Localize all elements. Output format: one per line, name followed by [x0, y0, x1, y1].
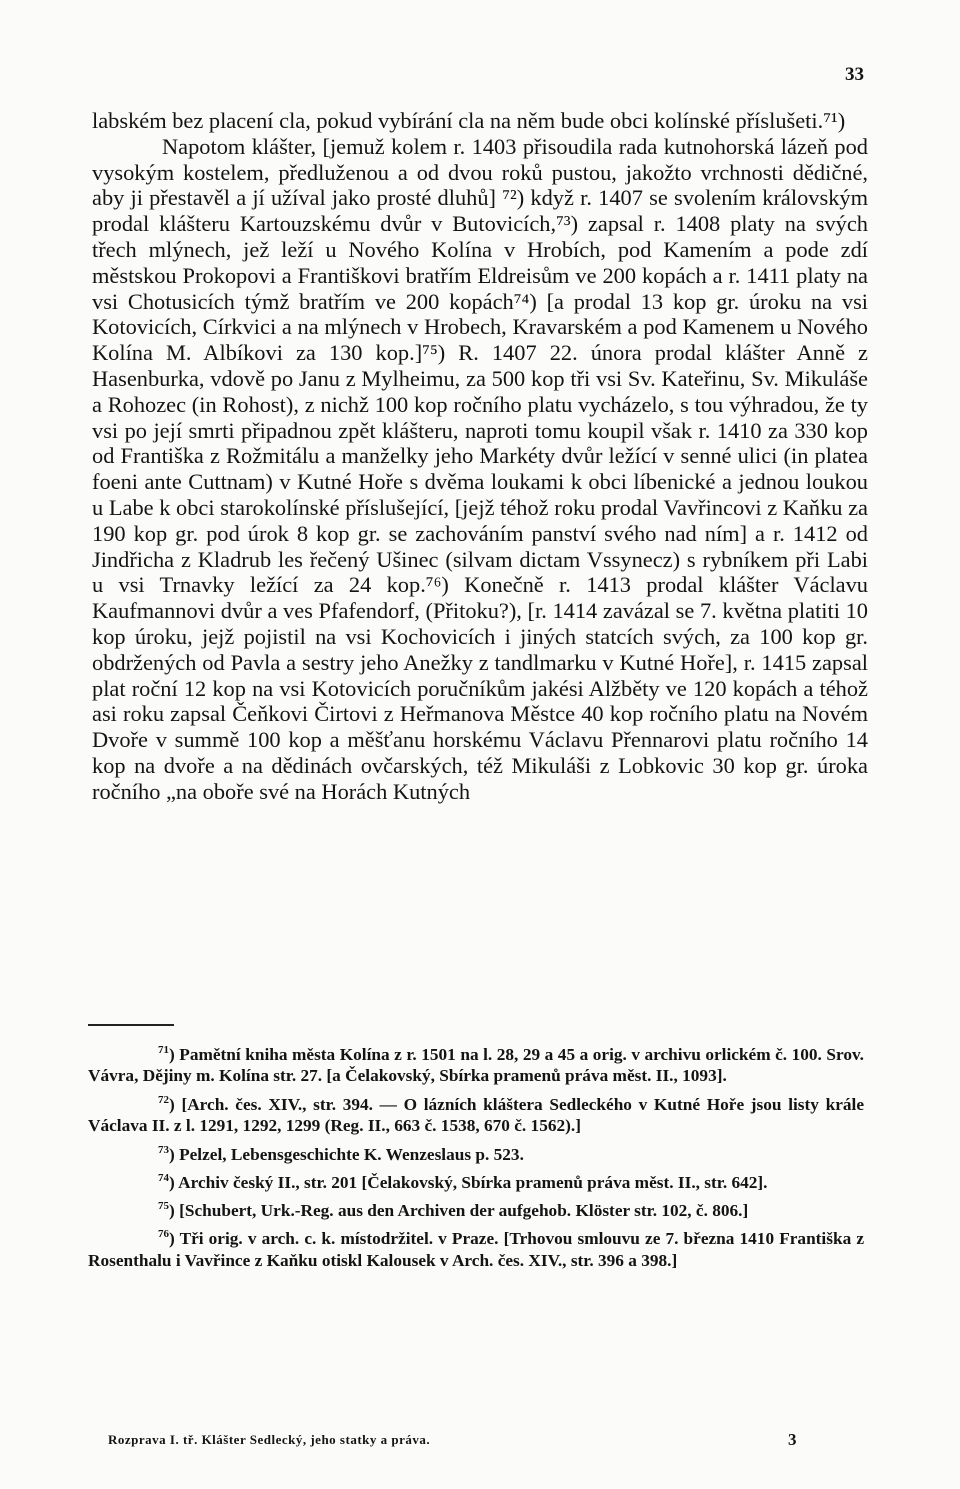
main-text	[92, 108, 868, 805]
footnote-mark: 73	[158, 1143, 169, 1156]
footnote-text: Tři orig. v arch. c. k. místodržitel. v Praze. [Trhovou smlouvu ze 7. března 1410 Františka z Rosenthalu i Vavřince z Kaňku otiskl Kalousek v Arch. čes. XIV., str. 396 a 398.]	[88, 1229, 864, 1270]
footnote-divider	[88, 1024, 174, 1026]
footnote: $^{71}$) Pamětní kniha města Kolína z r. 1501 na l. 28, 29 a 45 a orig. v archivu orlickém č. 100. Srov. Vávra, Dějiny m. Kolína str. 27. [a Čelakovský, Sbírka pramenů práva měst. II., 1093].	[88, 1044, 864, 1086]
footnote-text: Pamětní kniha města Kolína z r. 1501 na l. 28, 29 a 45 a orig. v archivu orlickém č. 100. Srov. Vávra, Dějiny m. Kolína str. 27. [a Čelakovský, Sbírka pramenů práva měst. II., 1093].	[88, 1044, 864, 1086]
footnote: $^{72}$) [Arch. čes. XIV., str. 394. — O lázních kláštera Sedleckého v Kutné Hoře jsou listy krále Václava II. z l. 1291, 1292, 1299 (Reg. II., 663 č. 1538, 670 č. 1562).]	[88, 1093, 865, 1136]
paragraph: Napotom klášter, [jemuž kolem r. 1403 přisoudila rada kutnohorská lázeň pod vysokým kostelem, předluženou a od dvou roků pustou, jakožto vrchnosti dědičné, aby ji přestavěl a jí užíval jako prosté dluhů] ⁷²) když r. 1407 se svolením královským prodal klášteru Kartouzskému dvůr v Butovicích,⁷³) zapsal r. 1408 platy na svých třech mlýnech, jež leží u Nového Kolína v Hrobích, pod Kamením a pode zdí městskou Prokopovi a Františkovi bratřím Eldreisům ve 200 kopách a r. 1411 platy na vsi Chotusicích týmž bratřím ve 200 kopách⁷⁴) [a prodal 13 kop gr. úroku na vsi Kotovicích, Církvici a na mlýnech v Hrobech, Kravarském a pod Kamenem u Nového Kolína M. Albíkovi za 130 kop.]⁷⁵) R. 1407 22. února prodal klášter Anně z Hasenburka, vdově po Janu z Mylheimu, za 500 kop tři vsi Sv. Kateřinu, Sv. Mikuláše a Rohozec (in Rohost), z nichž 100 kop ročního platu vycházelo, s tou výhradou, že ty vsi po její smrti připadnou zpět klášteru, naproti tomu koupil však r. 1410 za 330 kop od Františka z Rožmitálu a manželky jeho Markéty dvůr ležící v senné ulici (in platea foeni ante Cuttnam) v Kutné Hoře s dvěma loukami k obci líbenické a jednou loukou u Labe k obci starokolínské příslušející, [jejž téhož roku prodal Vavřincovi z Kaňku za 190 kop gr. pod úrok 8 kop gr. se zachováním panství svého nad ním] a r. 1412 od Jindřicha z Kladrub les řečený Ušinec (silvam dictam Vssynecz) s rybníkem při Labi u vsi Trnavky ležící za 24 kop.⁷⁶) Konečně r. 1413 prodal klášter Václavu Kaufmannovi dvůr a ves Pfafendorf, (Přitoku?), [r. 1414 zavázal se 7. května platiti 10 kop úroku, jejž pojistil na vsi Kochovicích i jiných statcích svých, za 100 kop gr. obdržených od Pavla a sestry jeho Anežky z tandlmarku v Kutné Hoře], r. 1415 zapsal plat roční 12 kop na vsi Kotovicích poručníkům jakési Alžběty ve 120 kopách a téhož asi roku zapsal Čeňkovi Čirtovi z Heřmanova Městce 40 kop ročního platu na Novém Dvoře v summě 100 kop a měšťanu horskému Václavu Přennarovi platu ročního 14 kop na dvoře a na dědinách ovčarských, též Mikuláši z Lobkovic 30 kop gr. úroka ročního „na oboře své na Horách Kutných	[92, 133, 868, 804]
footnote: $^{75}$) [Schubert, Urk.-Reg. aus den Archiven der aufgehob. Klöster str. 102, č. 806.]	[158, 1200, 749, 1220]
footnote-mark: 72	[158, 1093, 169, 1106]
paragraph: labském bez placení cla, pokud vybírání cla na něm bude obci kolínské příslušeti.⁷¹)	[92, 108, 846, 133]
footnote-text: [Schubert, Urk.-Reg. aus den Archiven der aufgehob. Klöster str. 102, č. 806.]	[179, 1200, 749, 1220]
footnotes	[88, 1040, 864, 1274]
page-number: 33	[845, 64, 864, 85]
footnote-text: [Arch. čes. XIV., str. 394. — O lázních kláštera Sedleckého v Kutné Hoře jsou listy krále Václava II. z l. 1291, 1292, 1299 (Reg. II., 663 č. 1538, 670 č. 1562).]	[88, 1094, 865, 1136]
page-footer	[108, 1432, 808, 1448]
running-footer: Rozprava I. tř. Klášter Sedlecký, jeho statky a práva.	[108, 1432, 431, 1447]
footnote-text: Archiv český II., str. 201 [Čelakovský, Sbírka pramenů práva měst. II., str. 642].	[178, 1172, 768, 1192]
footnote-text: Pelzel, Lebensgeschichte K. Wenzeslaus p. 523.	[179, 1144, 524, 1164]
footnote: $^{76}$) Tři orig. v arch. c. k. místodržitel. v Praze. [Trhovou smlouvu ze 7. března 1410 Františka z Rosenthalu i Vavřince z Kaňku otiskl Kalousek v Arch. čes. XIV., str. 396 a 398.]	[88, 1228, 864, 1270]
footnote-mark: 75	[158, 1200, 169, 1213]
footnote-mark: 74	[158, 1171, 169, 1184]
footnote-mark: 76	[158, 1228, 169, 1241]
footnote: $^{74}$) Archiv český II., str. 201 [Čelakovský, Sbírka pramenů práva měst. II., str. 642].	[158, 1171, 768, 1192]
footnote-mark: 71	[158, 1044, 169, 1056]
signature-mark: 3	[788, 1430, 797, 1449]
footnote: $^{73}$) Pelzel, Lebensgeschichte K. Wenzeslaus p. 523.	[158, 1143, 524, 1164]
